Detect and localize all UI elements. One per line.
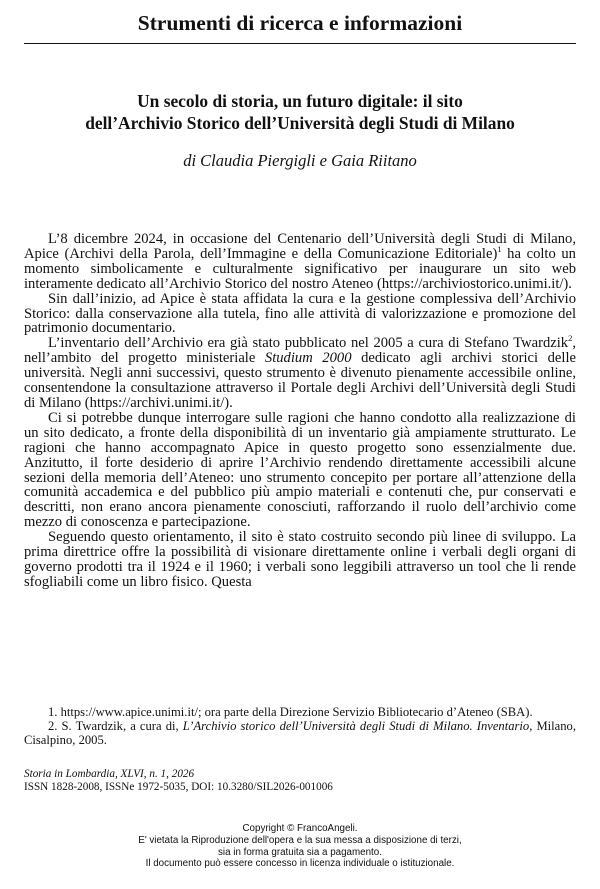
journal-info bbox=[24, 768, 576, 793]
footnote-2-text-b: , Milano, Cisalpino, 2005. bbox=[24, 719, 577, 747]
copyright-line-3: sia in forma gratuita sia a pagamento. bbox=[218, 846, 382, 858]
paragraph-1 bbox=[24, 232, 576, 292]
article-title bbox=[30, 91, 570, 134]
paragraph-3-text-c: dedicato agli archivi storici delle università. Negli anni successivi, questo strumento è divenuto pienamente accessibile online, consentendone la consultazione attraverso il Portale degli Archivi dell’Università degli Studi di Milano (https://archivi.unimi.it/). bbox=[24, 350, 576, 411]
journal-citation: Storia in Lombardia, XLVI, n. 1, 2026 bbox=[24, 768, 195, 780]
header-rule bbox=[24, 43, 576, 44]
footnote-1: 1. https://www.apice.unimi.it/; ora parte della Direzione Servizio Bibliotecario d’Ateneo (SBA). bbox=[48, 705, 533, 719]
footnote-2-text-a: 2. S. Twardzik, a cura di, bbox=[48, 719, 183, 733]
footnote-ref-1: 1 bbox=[497, 244, 502, 255]
journal-issn: ISSN 1828-2008, ISSNe 1972-5035, DOI: 10.3280/SIL2026-001006 bbox=[24, 780, 333, 793]
paragraph-3-text-b: , nell’ambito del progetto ministeriale bbox=[24, 335, 576, 367]
footnote-2 bbox=[24, 719, 576, 747]
article-body bbox=[24, 232, 576, 590]
paragraph-1-text-a: L’8 dicembre 2024, in occasione del Centenario dell’Università degli Studi di Milano, Apice (Archivi della Parola, dell’Immagine e della Comunicazione Editoriale) bbox=[24, 231, 576, 262]
article-title-line-1: Un secolo di storia, un futuro digitale: il sito bbox=[137, 91, 463, 111]
paragraph-3-text-a: L’inventario dell’Archivio era già stato pubblicato nel 2005 a cura di Stefano Twardzik bbox=[48, 335, 569, 352]
copyright-notice bbox=[100, 823, 500, 870]
paragraph-2: Sin dall’inizio, ad Apice è stata affidata la cura e la gestione complessiva dell’Archivio Storico: dalla conservazione alla tutela, fino alle attività di valorizzazione e promozione del patrimonio documentario. bbox=[24, 290, 576, 337]
paragraph-3 bbox=[24, 333, 576, 411]
paragraph-5: Seguendo questo orientamento, il sito è stato costruito secondo più linee di sviluppo. La prima direttrice offre la possibilità di visionare direttamente online i verbali degli organi di governo prodotti tra il 1924 e il 1960; i verbali sono leggibili attraverso un tool che li rende sfogliabili come un libro fisico. Questa bbox=[24, 529, 576, 590]
copyright-line-2: E' vietata la Riproduzione dell'opera e la sua messa a disposizione di terzi, bbox=[138, 834, 462, 846]
footnote-2-book-title: L’Archivio storico dell’Università degli Studi di Milano. Inventario bbox=[182, 719, 530, 733]
section-header: Strumenti di ricerca e informazioni bbox=[137, 11, 463, 35]
footnotes bbox=[24, 705, 576, 747]
copyright-line-1: Copyright © FrancoAngeli. bbox=[242, 823, 358, 834]
footnote-ref-2: 2 bbox=[568, 333, 573, 344]
copyright-line-4: Il documento può essere concesso in licenza individuale o istituzionale. bbox=[145, 858, 455, 870]
paragraph-4: Ci si potrebbe dunque interrogare sulle ragioni che hanno condotto alla realizzazione di un sito dedicato, a fronte della disponibilità di un inventario già ampiamente strutturato. Le ragioni che hanno accompagnato Apice in questo progetto sono essenzialmente due. Anzitutto, il forte desiderio di aprire l’Archivio rendendo direttamente accessibili alcune sezioni della memoria dell’Ateneo: uno strumento concepito per portare all’attenzione della comunità accademica e del pubblico più ampio materiali e contenuti che, pur conservati e descritti, non erano ancora pienamente conosciuti, rafforzando il ruolo dell’archivio come mezzo di conoscenza e partecipazione. bbox=[24, 409, 576, 531]
paragraph-1-text-b: ha colto un momento simbolicamente e culturalmente significativo per inaugurare un sito web interamente dedicato all’Archivio Storico del nostro Ateneo (https://archiviostorico.unimi.it/). bbox=[24, 245, 576, 292]
article-authors: di Claudia Piergigli e Gaia Riitano bbox=[183, 151, 417, 170]
project-name: Studium 2000 bbox=[264, 350, 352, 367]
article-title-line-2: dell’Archivio Storico dell’Università degli Studi di Milano bbox=[85, 112, 515, 133]
